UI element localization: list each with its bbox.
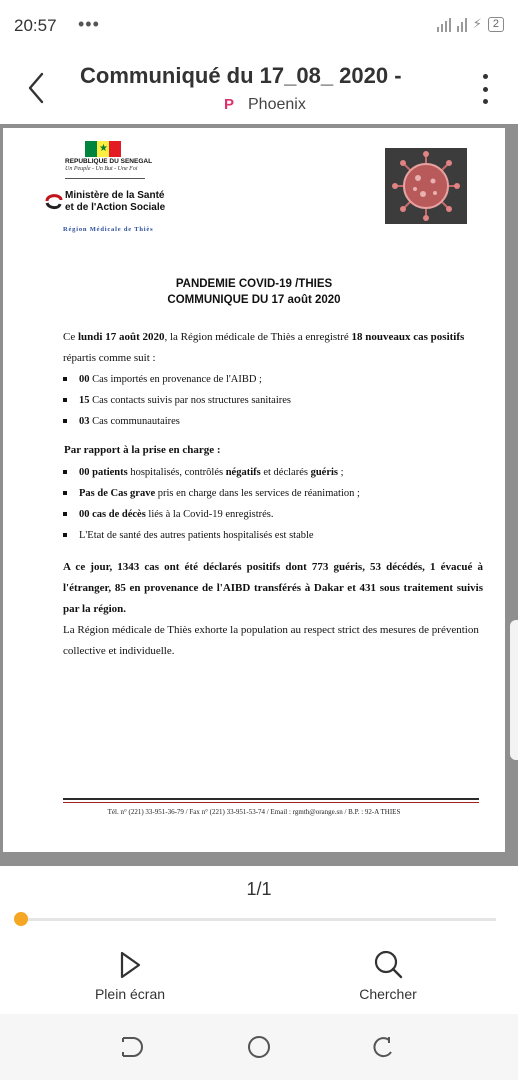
status-time: 20:57 <box>14 16 57 35</box>
intro-paragraph: Ce lundi 17 août 2020, la Région médicale de Thiès a enregistré 18 nouveaux cas positifs répartis comme suit : <box>63 331 465 364</box>
play-icon <box>115 948 145 982</box>
nav-home-icon[interactable] <box>246 1034 272 1060</box>
chevron-left-icon <box>22 70 52 106</box>
coronavirus-image <box>385 148 467 224</box>
cell-signal-icon <box>457 16 467 32</box>
nav-recent-icon[interactable] <box>371 1034 397 1060</box>
ministry-line2: et de l'Action Sociale <box>65 202 166 213</box>
list-item: 03 Cas communautaires <box>63 411 483 432</box>
phoenix-app-icon: P <box>224 96 235 113</box>
more-dot-icon <box>483 74 488 79</box>
page-slider-track[interactable] <box>20 918 496 921</box>
fullscreen-button[interactable] <box>60 948 200 1002</box>
more-dot-icon <box>483 99 488 104</box>
app-header <box>0 52 518 124</box>
page-slider-thumb[interactable] <box>14 912 28 926</box>
document-footer: Tél. n° (221) 33-951-36-79 / Fax n° (221) 33-951-53-74 / Email : rgmth@orange.sn / B.P. : 92-A THIES <box>107 808 401 816</box>
app-source <box>224 96 306 114</box>
search-icon <box>371 948 405 982</box>
care-list <box>63 462 483 546</box>
list-item: 00 patients hospitalisés, contrôlés négatifs et déclarés guéris ; <box>63 462 483 483</box>
footer-divider <box>63 798 479 800</box>
senegal-flag-icon <box>85 141 121 157</box>
document-subheading: COMMUNIQUE DU 17 août 2020 <box>167 294 341 306</box>
more-dot-icon <box>483 87 488 92</box>
document-title: Communiqué du 17_08_ 2020 - <box>80 63 402 88</box>
list-item: 00 cas de décès liés à la Covid-19 enregistrés. <box>63 504 483 525</box>
app-name: Phoenix <box>248 96 306 113</box>
ministry-logo-icon <box>43 190 65 212</box>
list-item: Pas de Cas grave pris en charge dans les services de réanimation ; <box>63 483 483 504</box>
ministry-line1: Ministère de la Santé <box>65 190 165 201</box>
header-divider <box>65 178 145 179</box>
status-bar <box>0 0 518 52</box>
republic-label: REPUBLIQUE DU SENEGAL <box>65 158 153 165</box>
side-edge-handle[interactable] <box>510 620 518 760</box>
notification-dots: ••• <box>78 14 100 34</box>
document-page <box>3 128 505 852</box>
fullscreen-label: Plein écran <box>94 986 166 1002</box>
republic-motto: Un Peuple - Un But - Une Foi <box>65 166 138 172</box>
document-heading: PANDEMIE COVID-19 /THIES <box>175 278 333 290</box>
page-indicator: 1/1 <box>246 879 272 899</box>
exhortation-paragraph: La Région médicale de Thiès exhorte la population au respect strict des mesures de prévention collective et individuelle. <box>63 624 479 657</box>
list-item: L'Etat de santé des autres patients hospitalisés est stable <box>63 525 483 546</box>
charging-icon: ⚡ <box>472 16 482 31</box>
search-button[interactable] <box>318 948 458 1002</box>
search-label: Chercher <box>359 986 417 1002</box>
situation-paragraph: A ce jour, 1343 cas ont été déclarés positifs dont 773 guéris, 53 décédés, 1 évacué à l'étranger, 85 en provenance de l'AIBD transférés à Dakar et 431 sous traitement suivis par la région. <box>63 561 483 615</box>
care-section-title: Par rapport à la prise en charge : <box>64 444 221 456</box>
footer-divider-accent <box>63 802 479 803</box>
status-indicators <box>437 16 504 32</box>
region-label: Région Médicale de Thiès <box>63 226 154 233</box>
system-navigation-bar <box>0 1014 518 1080</box>
case-breakdown-list <box>63 369 483 432</box>
flag-star-icon: ★ <box>99 143 108 154</box>
ministry-name <box>65 190 165 214</box>
list-item: 00 Cas importés en provenance de l'AIBD ; <box>63 369 483 390</box>
document-viewer[interactable] <box>0 124 518 866</box>
wifi-signal-icon <box>437 16 451 32</box>
more-options-button[interactable] <box>480 74 490 104</box>
list-item: 15 Cas contacts suivis par nos structures sanitaires <box>63 390 483 411</box>
battery-icon: 2 <box>488 17 504 32</box>
back-button[interactable] <box>22 70 52 106</box>
nav-back-icon[interactable] <box>117 1034 143 1060</box>
